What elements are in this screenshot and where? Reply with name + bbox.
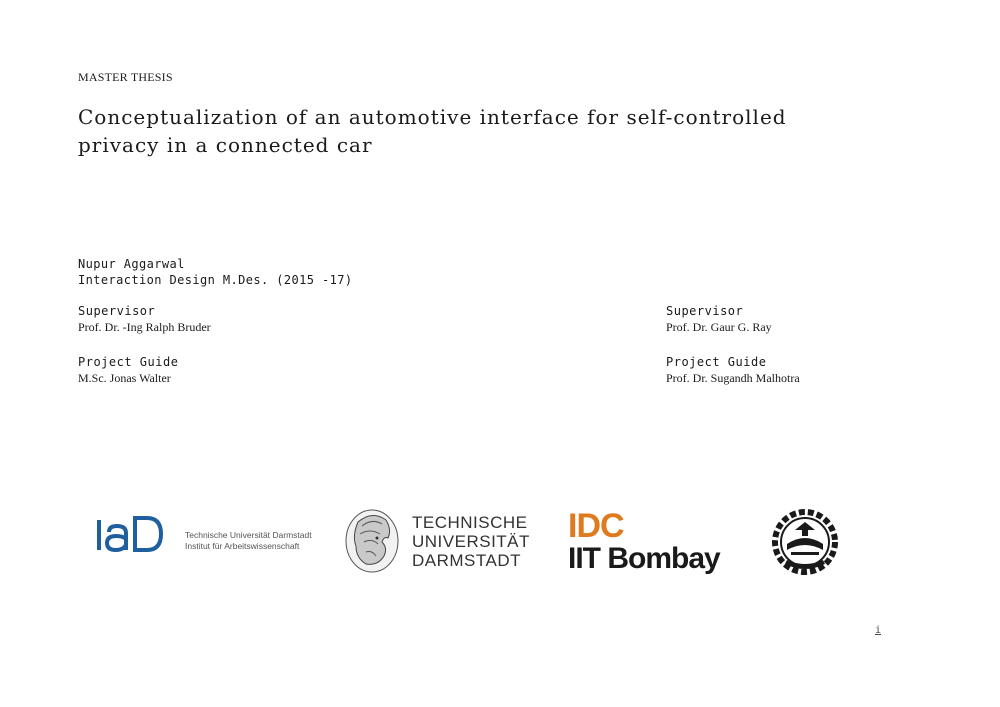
author-name: Nupur Aggarwal: [78, 257, 185, 271]
author-program: Interaction Design M.Des. (2015 -17): [78, 273, 353, 287]
left-supervisor-name: Prof. Dr. -Ing Ralph Bruder: [78, 320, 211, 334]
logo-row: [0, 500, 1000, 590]
left-guide-name: M.Sc. Jonas Walter: [78, 371, 171, 385]
tud-wordmark-line-2: UNIVERSITÄT: [412, 531, 530, 551]
iad-subtitle: [185, 530, 312, 552]
thesis-title: [78, 103, 878, 159]
right-guide-label: Project Guide: [666, 355, 767, 369]
page-number: i: [875, 625, 882, 636]
tud-wordmark-line-3: DARMSTADT: [412, 550, 522, 570]
athena-head-icon: [344, 508, 400, 574]
right-supervisor-name: Prof. Dr. Gaur G. Ray: [666, 320, 772, 334]
tu-darmstadt-logo: [344, 508, 530, 574]
iit-bombay-wordmark: IIT Bombay: [568, 542, 720, 575]
iit-bombay-emblem: [765, 502, 845, 586]
document-type-label: MASTER THESIS: [78, 70, 173, 84]
right-guide-name: Prof. Dr. Sugandh Malhotra: [666, 371, 800, 385]
idc-iit-bombay-logo: [568, 507, 720, 576]
tud-wordmark-line-1: TECHNISCHE: [412, 512, 528, 532]
iad-subtitle-line-2: Institut für Arbeitswissenschaft: [185, 541, 300, 551]
thesis-title-line-1: Conceptualization of an automotive interface for self-controlled: [78, 105, 787, 129]
left-guide-label: Project Guide: [78, 355, 179, 369]
iad-mark-icon: [95, 512, 179, 554]
left-supervisor-label: Supervisor: [78, 304, 156, 318]
right-supervisor-label: Supervisor: [666, 304, 744, 318]
iit-bombay-emblem-icon: [765, 502, 845, 582]
iad-subtitle-line-1: Technische Universität Darmstadt: [185, 530, 312, 540]
author-block: [78, 256, 353, 288]
iad-logo: [95, 512, 312, 554]
right-credits: [666, 303, 800, 405]
tud-wordmark: [412, 513, 530, 570]
thesis-title-line-2: privacy in a connected car: [78, 133, 373, 157]
left-credits: [78, 303, 211, 405]
idc-wordmark: IDC: [568, 507, 624, 545]
